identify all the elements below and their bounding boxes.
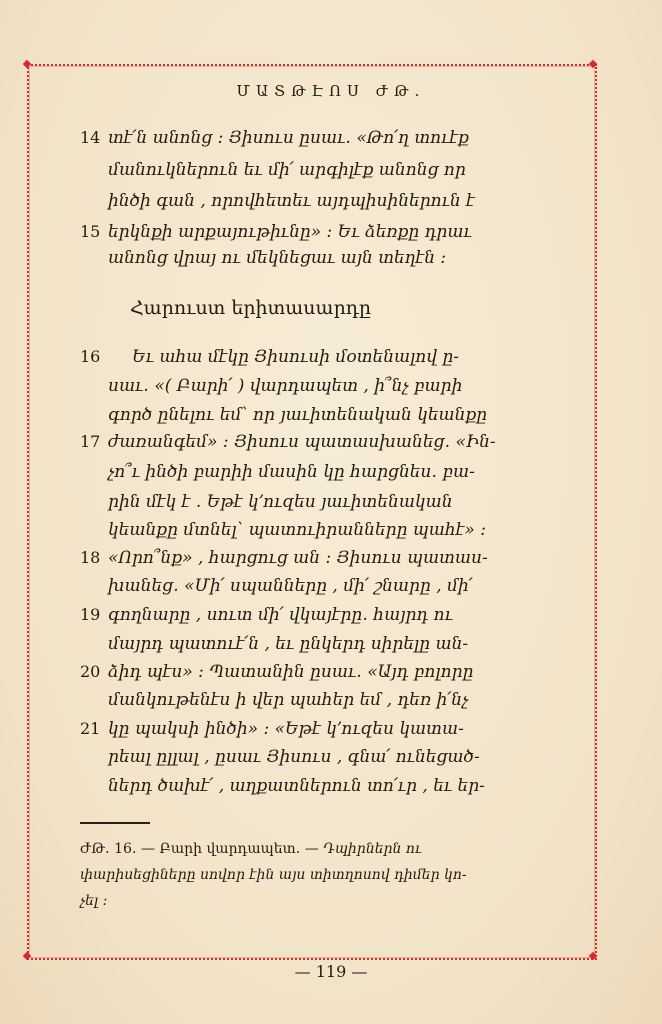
verse-text: տէ՛ն անոնց ։ Յիսուս ըսաւ․ «Թո՛ղ տուէք [108,128,469,148]
verse-text: ինծի գան , որովհետեւ այդպիսիներուն է [108,191,475,211]
verse-line [0,427,662,457]
footnote-line [80,888,550,914]
verse-number: 19 [80,605,101,624]
verse-line [0,771,662,801]
verse-line [0,543,662,573]
page-number: — 119 — [294,962,368,981]
verse-line [0,600,662,630]
verse-number: 17 [80,432,101,451]
verse-text: Եւ ահա մէկը Յիսուսի մօտենալով ը- [132,347,460,367]
footnote-line [80,862,550,888]
verse-line [0,243,662,273]
verse-text: կը պակսի ինծի» ։ «Եթէ կ՚ուզես կատա- [108,719,464,739]
verse-text: մանուկներուն եւ մի՛ արգիլէք անոնց որ [108,160,466,180]
verse-line [0,685,662,715]
footnote-text: չել ։ [80,893,108,909]
footnote-divider [80,822,150,824]
verse-text: անոնց վրայ ու մեկնեցաւ այն տեղէն ։ [108,248,447,268]
verse-text: «Որո՞նք» , հարցուց ան ։ Յիսուս պատաս- [108,548,488,568]
verse-line [0,571,662,601]
verse-number: 16 [80,347,101,366]
verse-number: 20 [80,662,101,681]
verse-number: 15 [80,222,101,241]
verse-text: գողնարը , սուտ մի՛ վկայէրը․ հայրդ ու [108,605,453,625]
verse-line [0,371,662,401]
verse-line [0,400,662,430]
verse-line [0,515,662,545]
verse-text: խանեց․ «Մի՛ սպանները , մի՛ շնարը , մի՛ [108,576,473,596]
verse-line [0,657,662,687]
verse-text: մայրդ պատուէ՛ն , եւ ընկերդ սիրելը ան- [108,634,469,654]
verse-line [0,155,662,185]
footnote-line [80,836,550,862]
verse-text: գործ ընելու եմ՝ որ յաւիտենական կեանքը [108,405,488,425]
verse-line [0,742,662,772]
verse-text: ներդ ծախէ՛ , աղքատներուն տո՛ւր , եւ եր- [108,776,485,796]
verse-text: սաւ․ «( Բարի՛ ) վարդապետ , ի՞նչ բարի [108,376,463,396]
verse-text: ժառանգեմ» ։ Յիսուս պատասխանեց․ «Ին- [108,432,496,452]
verse-number: 21 [80,719,101,738]
footnote-text: փարիսեցիները սովոր էին այս տիտղոսով դիմեր կո- [80,867,467,883]
footnote-reference: ԺԹ․ 16․ — Բարի վարդապետ․ — [80,841,319,857]
verse-line [0,123,662,153]
footnote-text: Դպիրներն ու [323,841,422,857]
verse-line [0,629,662,659]
verse-text: րին մէկ է ․ Եթէ կ՚ուզես յաւիտենական [108,492,453,512]
verse-line [0,487,662,517]
section-heading: Հարուստ երիտասարդը [130,297,372,319]
verse-text: երկնքի արքայութիւնը» ։ Եւ ձեռքը դրաւ [108,222,472,242]
verse-text: չո՞ւ ինծի բարիի մասին կը հարցնես․ բա- [108,462,475,482]
verse-text: մանկութենէս ի վեր պահեր եմ , դեռ ի՛նչ [108,690,469,710]
verse-line [0,457,662,487]
verse-number: 18 [80,548,101,567]
verse-text: ձիդ պէս» ։ Պատանին ըսաւ․ «Այդ բոլորը [108,662,474,682]
verse-line [0,186,662,216]
verse-number: 14 [80,128,101,147]
verse-line [0,342,662,372]
running-head: ՄԱՏԹԷՈՍ ԺԹ․ [236,82,426,100]
verse-line [0,714,662,744]
verse-text: րեալ ըլլալ , ըսաւ Յիսուս , գնա՛ ունեցած- [108,747,480,767]
verse-text: կեանքը մտնել՝ պատուիրանները պահէ» ։ [108,520,486,540]
